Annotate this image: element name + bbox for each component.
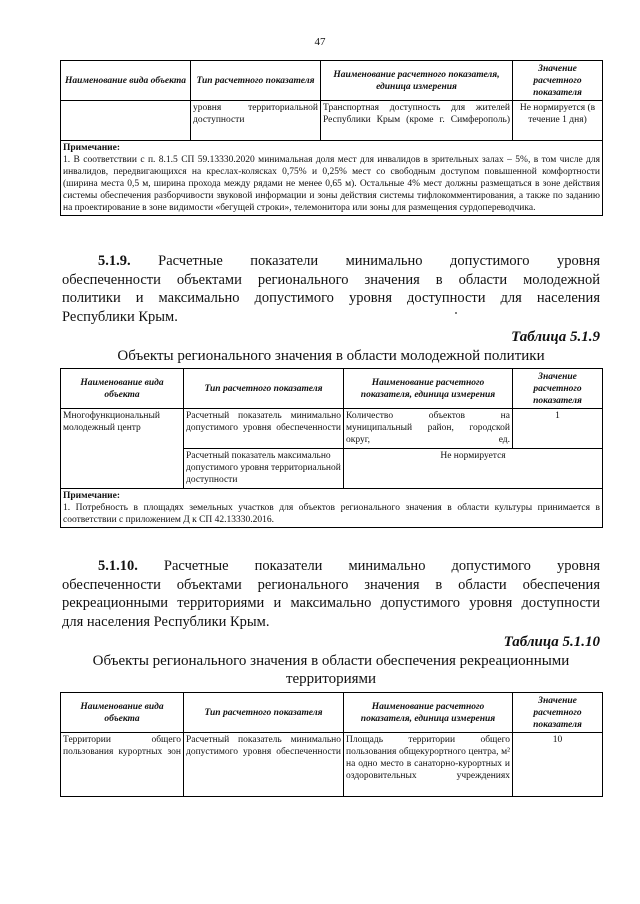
cell-indicator-value: Не нормируется (в течение 1 дня) (513, 101, 603, 141)
header-indicator-name: Наименование расчетного показателя, единица измерения (344, 369, 513, 409)
paragraph-line: Республики Крым. (62, 308, 178, 325)
header-indicator-value: Значение расчетного показателя (513, 61, 603, 101)
table-number: Таблица 5.1.9 (511, 329, 600, 345)
paragraph-line: политики и максимально допустимого уровня доступности для населения (62, 290, 600, 306)
table-caption: Объекты регионального значения в области молодежной политики (117, 348, 545, 364)
note-cell (61, 489, 603, 528)
paragraph-line: рекреационными территориями и максимально допустимого уровня доступности (62, 595, 600, 611)
note-cell (61, 141, 603, 216)
recreation-table (60, 692, 603, 797)
table-number: Таблица 5.1.10 (503, 634, 600, 650)
header-indicator-type: Тип расчетного показателя (191, 61, 321, 101)
cell-indicator-type: уровня территориальной доступности (191, 101, 321, 141)
note-text: 1. Потребность в площадях земельных участков для объектов регионального значения в области культуры принимается в соответствии с приложением Д к СП 42.13330.2016. (63, 503, 600, 525)
cell-indicator-value: 1 (513, 409, 603, 449)
note-text: 1. В соответствии с п. 8.1.5 СП 59.13330.2020 минимальная доля мест для инвалидов в зрительных залах – 5%, в том числе для инвалидов, передвигающихся на креслах-колясках 0,75% и 0,25% мест со свободным доступом повышенной комфортности (ширина места 0,5 м, ширина прохода между рядами не менее 0,65 м). Остальные 4% мест должны размещаться в зоне действия системы обеспечения разборчивости звуковой информации и зоны действия системы тифлокомментирования, а также по заданию на проектирование в зоне видимости «бегущей строки», телемонитора или зоны для размещения сурдопереводчика. (63, 155, 600, 213)
note-title: Примечание: (63, 143, 121, 153)
table-caption: Объекты регионального значения в области обеспечения рекреационными территориями (92, 653, 570, 687)
header-indicator-type: Тип расчетного показателя (184, 693, 344, 733)
header-indicator-value: Значение расчетного показателя (513, 369, 603, 409)
cell-indicator-type: Расчетный показатель минимально допустимого уровня обеспеченности (184, 733, 344, 797)
cell-object-type (61, 101, 191, 141)
section-number: 5.1.9. (98, 253, 131, 269)
header-object-type: Наименование вида объекта (61, 693, 184, 733)
cell-indicator-name: Количество объектов на муниципальный район, городской округ, ед. (344, 409, 513, 449)
section-number: 5.1.10. (98, 558, 138, 574)
note-title: Примечание: (63, 491, 121, 501)
paragraph-line: 5.1.10. Расчетные показатели минимально допустимого уровня (98, 558, 600, 574)
header-indicator-type: Тип расчетного показателя (184, 369, 344, 409)
paragraph-line: обеспеченности объектами регионального значения в области молодежной (62, 271, 600, 288)
section-5-1-9-paragraph (62, 252, 600, 326)
header-indicator-value: Значение расчетного показателя (513, 693, 603, 733)
section-5-1-10-paragraph (62, 557, 600, 631)
stray-mark (455, 312, 457, 314)
header-indicator-name: Наименование расчетного показателя, единица измерения (321, 61, 513, 101)
youth-policy-table (60, 368, 603, 528)
cell-indicator-name: Транспортная доступность для жителей Республики Крым (кроме г. Симферополь) (321, 101, 513, 141)
cell-indicator-value: 10 (513, 733, 603, 797)
cell-indicator-type: Расчетный показатель минимально допустимого уровня обеспеченности (184, 409, 344, 449)
page-number: 47 (314, 36, 326, 48)
paragraph-line: 5.1.9. Расчетные показатели минимально допустимого уровня (98, 253, 600, 269)
header-object-type: Наименование вида объекта (61, 61, 191, 101)
header-indicator-name: Наименование расчетного показателя, единица измерения (344, 693, 513, 733)
cell-indicator-value: Не нормируется (344, 449, 603, 489)
cell-object-type: Территории общего пользования курортных зон (61, 733, 184, 797)
paragraph-line: для населения Республики Крым. (62, 613, 270, 630)
cell-indicator-name: Площадь территории общего пользования общекурортного центра, м² на одно место в санаторно-курортных и оздоровительных учреждениях (344, 733, 513, 797)
cell-object-type: Многофункциональный молодежный центр (61, 409, 184, 489)
cell-indicator-type: Расчетный показатель максимально допустимого уровня территориальной доступности (184, 449, 344, 489)
continuation-table (60, 60, 603, 216)
header-object-type: Наименование вида объекта (61, 369, 184, 409)
paragraph-line: обеспеченности объектами регионального значения в области обеспечения (62, 576, 600, 593)
